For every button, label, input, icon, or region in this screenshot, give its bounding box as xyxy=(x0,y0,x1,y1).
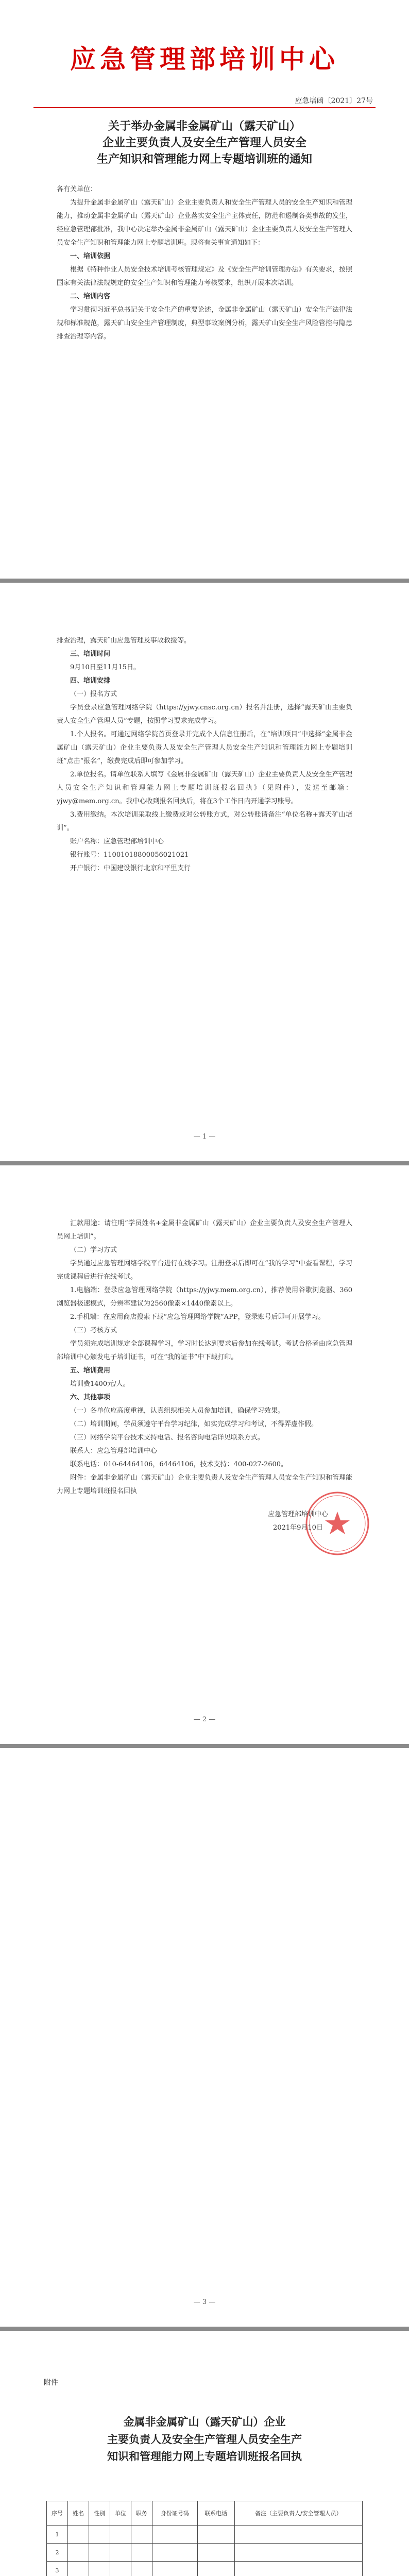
paragraph: （三）考核方式 xyxy=(70,1327,117,1334)
signature-block xyxy=(268,1508,328,1535)
title-line: 企业主要负责人及安全生产管理人员安全 xyxy=(102,135,306,149)
table-body xyxy=(47,2526,363,2576)
paragraph: （三）网络学院平台技术支持电话、报名咨询电话详见联系方式。 xyxy=(70,1434,265,1442)
section-heading: 三、培训时间 xyxy=(70,650,111,658)
table-cell xyxy=(197,2562,234,2576)
section-text: 根据《特种作业人员安全技术培训考核管理规定》及《安全生产培训管理办法》有关要求，按照国家有关法律法规规定的安全生产知识和管理能力考核要求，组织开展本次培训。 xyxy=(57,266,352,287)
table-cell xyxy=(152,2526,197,2544)
table-cell xyxy=(234,2544,362,2562)
table-cell xyxy=(152,2562,197,2576)
sign-date: 2021年9月10日 xyxy=(273,1524,323,1532)
table-cell xyxy=(110,2526,131,2544)
attachment-label: 附件 xyxy=(44,2379,58,2387)
document-page-5 xyxy=(0,2331,409,2576)
page1-body xyxy=(57,183,352,344)
document-page-3 xyxy=(0,1165,409,1744)
table-row xyxy=(47,2526,363,2544)
form-title-line: 金属非金属矿山（露天矿山）企业 xyxy=(123,2415,286,2428)
table-cell xyxy=(234,2562,362,2576)
paragraph: 学员通过应急管理网络学院平台进行在线学习。注册登录后即可在“我的学习”中查看课程，学习完成课程后进行在线考试。 xyxy=(57,1260,352,1281)
account-number: 银行账号：11001018800056021021 xyxy=(70,851,189,859)
registration-table xyxy=(46,2501,363,2576)
document-page-2 xyxy=(0,583,409,1161)
section-heading: 二、培训内容 xyxy=(70,293,111,300)
table-cell xyxy=(152,2544,197,2562)
paragraph: 2.手机端：在应用商店搜索下载“应急管理网络学院”APP，登录账号后即可开展学习。 xyxy=(70,1313,325,1321)
table-header-cell: 备注（主要负责人/安全管理人员） xyxy=(234,2501,362,2526)
sign-org: 应急管理部培训中心 xyxy=(268,1511,329,1518)
continued-text: 排查治理，露天矿山应急管理及事故救援等。 xyxy=(57,637,191,645)
paragraph: （二）培训期间，学员须遵守平台学习纪律，如实完成学习和考试，不得弄虚作假。 xyxy=(70,1420,318,1428)
section-heading: 六、其他事项 xyxy=(70,1394,111,1401)
table-header-cell: 单位 xyxy=(110,2501,131,2526)
page3-body xyxy=(57,1217,352,1498)
title-line: 生产知识和管理能力网上专题培训班的通知 xyxy=(96,152,312,166)
section-text: 1.个人报名。可通过网络学院首页登录并完成个人信息注册后，在“培训项目”中选择“金属非金属矿山（露天矿山）企业主要负责人及安全生产管理人员安全生产知识和管理能力网上专题培训班”点击“报名”，缴费完成后即可参加学习。 xyxy=(57,731,352,765)
contact-person: 联系人：应急管理部培训中心 xyxy=(70,1447,158,1455)
section-heading: 四、培训安排 xyxy=(70,677,111,685)
table-cell xyxy=(110,2562,131,2576)
section-text: 9月10日至11月15日。 xyxy=(70,664,140,671)
table-cell xyxy=(234,2526,362,2544)
table-cell xyxy=(89,2526,110,2544)
table-cell xyxy=(197,2526,234,2544)
red-divider xyxy=(33,107,376,108)
table-cell xyxy=(67,2562,89,2576)
page-number: — 3 — xyxy=(193,2298,216,2306)
table-cell xyxy=(110,2544,131,2562)
form-title xyxy=(0,2413,409,2465)
document-page-1 xyxy=(0,0,409,579)
page-number: — 2 — xyxy=(193,1716,216,1723)
table-cell xyxy=(67,2544,89,2562)
intro-paragraph: 为提升金属非金属矿山（露天矿山）企业主要负责人和安全生产管理人员的安全生产知识和管理能力，推动金属非金属矿山（露天矿山）企业落实安全生产主体责任，防范和遏制各类事故的发生，经应急管理部批准，我中心决定举办金属非金属矿山（露天矿山）企业主要负责人及安全生产管理人员安全生产知识和管理能力网上专题培训班。现将有关事宜通知如下： xyxy=(57,199,352,247)
paragraph: 学员须完成培训规定全部课程学习，学习时长达到要求后参加在线考试。考试合格者由应急管理部培训中心颁发电子培训证书，可在“我的证书”中下载打印。 xyxy=(57,1340,352,1361)
table-cell: 1 xyxy=(47,2526,68,2544)
section-heading: 一、培训依据 xyxy=(70,252,111,260)
table-cell xyxy=(197,2544,234,2562)
table-header-cell: 姓名 xyxy=(67,2501,89,2526)
account-name: 账户名称：应急管理部培训中心 xyxy=(70,838,164,845)
table-row xyxy=(47,2562,363,2576)
paragraph: 培训费1400元/人。 xyxy=(70,1380,130,1388)
greeting: 各有关单位： xyxy=(57,185,97,193)
section-text: 学员登录应急管理网络学院（https://yjwy.cnsc.org.cn）报名并注册，选择“露天矿山主要负责人安全生产管理人员”专题，按照学习要求完成学习。 xyxy=(57,704,352,725)
table-cell xyxy=(131,2544,152,2562)
section-heading: 五、培训费用 xyxy=(70,1367,111,1375)
table-row xyxy=(47,2544,363,2562)
table-cell xyxy=(131,2526,152,2544)
contact-phone: 联系电话：010-64464106，64464106，技术支持：400-027-2600。 xyxy=(70,1461,288,1468)
paragraph: （一）各单位应高度重视，认真组织相关人员参加培训，确保学习效果。 xyxy=(70,1407,285,1415)
table-cell xyxy=(89,2562,110,2576)
section-text: 3.费用缴纳。本次培训采取线上缴费或对公转账方式，对公转账请备注“单位名称+露天矿山培训”。 xyxy=(57,811,352,832)
table-cell xyxy=(67,2526,89,2544)
bank-name: 开户银行：中国建设银行北京和平里支行 xyxy=(70,865,191,872)
document-page-4 xyxy=(0,1748,409,2327)
table-cell: 2 xyxy=(47,2544,68,2562)
table-header-cell: 身份证号码 xyxy=(152,2501,197,2526)
table-cell xyxy=(131,2562,152,2576)
sub-heading: （一）报名方式 xyxy=(70,690,117,698)
table-cell: 3 xyxy=(47,2562,68,2576)
document-number: 应急培函〔2021〕27号 xyxy=(295,97,373,105)
table-cell xyxy=(89,2544,110,2562)
table-header-cell: 职务 xyxy=(131,2501,152,2526)
table-header-cell: 联系电话 xyxy=(197,2501,234,2526)
section-text: 2.单位报名。请单位联系人填写《金属非金属矿山（露天矿山）企业主要负责人及安全生产管理人员安全生产知识和管理能力网上专题培训班报名回执》（见附件），发送至邮箱：yjwy@mem.org.cn。我中心收到报名回执后，将在3个工作日内开通学习账号。 xyxy=(57,771,352,805)
paragraph: 汇款用途：请注明“学员姓名+金属非金属矿山（露天矿山）企业主要负责人及安全生产管理人员网上培训”。 xyxy=(57,1219,352,1241)
table-header-cell: 序号 xyxy=(47,2501,68,2526)
page-number: — 1 — xyxy=(193,1133,216,1141)
attachment-note: 附件：金属非金属矿山（露天矿山）企业主要负责人及安全生产管理人员安全生产知识和管理能力网上专题培训班报名回执 xyxy=(57,1474,352,1495)
section-text: 学习贯彻习近平总书记关于安全生产的重要论述，金属非金属矿山（露天矿山）安全生产法律法规和标准规范，露天矿山安全生产管理制度，典型事故案例分析，露天矿山安全生产风险管控与隐患排查治理等内容。 xyxy=(57,306,352,341)
document-title xyxy=(0,118,409,168)
page2-body xyxy=(57,634,352,875)
title-line: 关于举办金属非金属矿山（露天矿山） xyxy=(108,120,301,133)
form-title-line: 知识和管理能力网上专题培训班报名回执 xyxy=(107,2450,302,2463)
org-red-header: 应急管理部培训中心 xyxy=(70,44,339,74)
table-header-cell: 性别 xyxy=(89,2501,110,2526)
paragraph: （二）学习方式 xyxy=(70,1246,117,1254)
table-header-row xyxy=(47,2501,363,2526)
form-title-line: 主要负责人及安全生产管理人员安全生产 xyxy=(107,2432,302,2446)
paragraph: 1.电脑端：登录应急管理网络学院（https://yjwy.mem.org.cn），推荐使用谷歌浏览器、360浏览器极速模式，分辨率建议为2560像素×1440像素以上。 xyxy=(57,1286,352,1308)
